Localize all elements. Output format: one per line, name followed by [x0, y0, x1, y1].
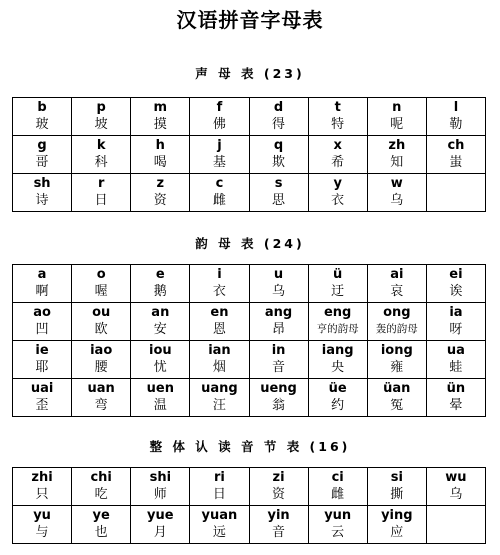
pinyin-cell — [190, 303, 249, 341]
pinyin-label: e — [155, 267, 165, 282]
pinyin-cell — [308, 468, 367, 506]
pinyin-cell — [13, 506, 72, 544]
pinyin-label: ou — [92, 305, 111, 320]
pinyin-label: iang — [321, 343, 354, 358]
example-character: 烟 — [212, 360, 226, 375]
table-row — [13, 136, 486, 174]
example-character: 亨的韵母 — [316, 323, 359, 335]
example-character: 乌 — [272, 284, 286, 299]
pinyin-label: f — [216, 100, 223, 115]
pinyin-cell — [190, 265, 249, 303]
example-character: 坡 — [94, 117, 108, 132]
pinyin-label: yun — [324, 508, 352, 523]
pinyin-cell — [249, 303, 308, 341]
pinyin-label: l — [453, 100, 459, 115]
example-character: 日 — [212, 487, 226, 502]
section-heading-initials: 声 母 表 (23) — [195, 66, 305, 81]
example-character: 央 — [331, 360, 345, 375]
pinyin-cell — [72, 98, 131, 136]
example-character: 诗 — [35, 193, 49, 208]
example-character: 只 — [35, 487, 49, 502]
pinyin-label: p — [96, 100, 106, 115]
pinyin-cell — [249, 136, 308, 174]
example-character: 云 — [331, 525, 345, 540]
example-character: 音 — [272, 525, 286, 540]
pinyin-label: ai — [390, 267, 404, 282]
pinyin-label: üan — [383, 381, 411, 396]
pinyin-label: zh — [388, 138, 406, 153]
table-row — [13, 379, 486, 417]
pinyin-label: in — [271, 343, 286, 358]
pinyin-label: a — [37, 267, 47, 282]
pinyin-cell — [190, 379, 249, 417]
pinyin-label: ei — [449, 267, 463, 282]
pinyin-cell — [72, 303, 131, 341]
pinyin-cell — [72, 468, 131, 506]
pinyin-label: ü — [333, 267, 343, 282]
pinyin-label: üe — [328, 381, 347, 396]
pinyin-label: y — [333, 176, 342, 191]
pinyin-cell — [72, 341, 131, 379]
pinyin-cell — [13, 341, 72, 379]
pinyin-cell — [367, 136, 426, 174]
example-character: 也 — [94, 525, 108, 540]
pinyin-label: wu — [445, 470, 467, 485]
pinyin-cell — [367, 265, 426, 303]
pinyin-cell — [249, 174, 308, 212]
pinyin-cell — [367, 341, 426, 379]
pinyin-label: ci — [331, 470, 344, 485]
pinyin-cell — [13, 303, 72, 341]
pinyin-label: sh — [33, 176, 51, 191]
pinyin-cell — [367, 303, 426, 341]
pinyin-label: k — [96, 138, 106, 153]
pinyin-label: ri — [214, 470, 225, 485]
pinyin-label: uai — [30, 381, 54, 396]
table-row — [13, 265, 486, 303]
pinyin-label: ün — [446, 381, 466, 396]
pinyin-label: uen — [146, 381, 174, 396]
example-character: 迂 — [331, 284, 345, 299]
example-character: 温 — [153, 398, 167, 413]
pinyin-cell — [426, 341, 485, 379]
pinyin-cell — [426, 98, 485, 136]
initials-table — [12, 97, 486, 212]
pinyin-cell — [249, 468, 308, 506]
example-character: 冤 — [390, 398, 404, 413]
pinyin-label: eng — [323, 305, 352, 320]
pinyin-cell — [13, 265, 72, 303]
pinyin-cell — [367, 174, 426, 212]
pinyin-cell — [131, 98, 190, 136]
pinyin-label: chi — [90, 470, 112, 485]
pinyin-cell — [367, 98, 426, 136]
pinyin-cell — [72, 506, 131, 544]
pinyin-label: uang — [201, 381, 238, 396]
pinyin-label: yuan — [201, 508, 238, 523]
example-character: 资 — [153, 193, 167, 208]
pinyin-cell — [426, 468, 485, 506]
example-character: 日 — [94, 193, 108, 208]
pinyin-label: q — [273, 138, 284, 153]
pinyin-cell — [308, 265, 367, 303]
pinyin-cell — [190, 174, 249, 212]
pinyin-cell — [190, 506, 249, 544]
page-title: 汉语拼音字母表 — [176, 8, 324, 32]
pinyin-cell — [426, 136, 485, 174]
example-character: 撕 — [390, 487, 404, 502]
example-character: 吃 — [94, 487, 108, 502]
pinyin-label: c — [215, 176, 224, 191]
pinyin-label: en — [210, 305, 229, 320]
pinyin-cell — [131, 265, 190, 303]
pinyin-label: iong — [380, 343, 413, 358]
pinyin-cell — [308, 506, 367, 544]
pinyin-cell — [308, 136, 367, 174]
section-heading-whole-syllables: 整 体 认 读 音 节 表 (16) — [149, 439, 351, 454]
example-character: 呢 — [390, 117, 404, 132]
pinyin-label: z — [156, 176, 165, 191]
pinyin-cell — [249, 265, 308, 303]
pinyin-label: x — [333, 138, 342, 153]
pinyin-cell — [249, 506, 308, 544]
pinyin-label: t — [334, 100, 341, 115]
pinyin-cell — [426, 174, 485, 212]
pinyin-cell — [131, 468, 190, 506]
pinyin-label: yu — [33, 508, 51, 523]
pinyin-cell — [13, 98, 72, 136]
example-character: 摸 — [153, 117, 167, 132]
example-character: 喝 — [153, 155, 167, 170]
pinyin-label: u — [273, 267, 284, 282]
pinyin-label: n — [392, 100, 402, 115]
pinyin-cell — [308, 341, 367, 379]
example-character: 应 — [390, 525, 404, 540]
pinyin-label: ang — [264, 305, 293, 320]
example-character: 雌 — [331, 487, 345, 502]
pinyin-cell — [308, 303, 367, 341]
pinyin-cell — [72, 136, 131, 174]
pinyin-cell — [13, 174, 72, 212]
finals-table — [12, 264, 486, 417]
example-character: 约 — [331, 398, 345, 413]
pinyin-label: iao — [90, 343, 113, 358]
pinyin-cell — [426, 379, 485, 417]
pinyin-label: i — [217, 267, 222, 282]
table-row — [13, 341, 486, 379]
pinyin-cell — [131, 341, 190, 379]
example-character: 师 — [153, 487, 167, 502]
pinyin-cell — [190, 136, 249, 174]
example-character: 昂 — [272, 322, 286, 337]
table-row — [13, 468, 486, 506]
pinyin-cell — [308, 98, 367, 136]
pinyin-label: r — [97, 176, 105, 191]
pinyin-label: iou — [148, 343, 172, 358]
example-character: 衣 — [331, 193, 345, 208]
example-character: 忧 — [153, 360, 167, 375]
example-character: 耶 — [35, 360, 49, 375]
pinyin-label: m — [153, 100, 168, 115]
pinyin-cell — [190, 341, 249, 379]
example-character: 弯 — [94, 398, 108, 413]
pinyin-cell — [72, 379, 131, 417]
pinyin-cell — [13, 136, 72, 174]
example-character: 远 — [212, 525, 226, 540]
pinyin-cell — [367, 379, 426, 417]
whole-syllables-table — [12, 467, 486, 544]
pinyin-cell — [426, 265, 485, 303]
pinyin-cell — [426, 506, 485, 544]
example-character: 腰 — [94, 360, 108, 375]
example-character: 欧 — [94, 322, 108, 337]
table-row — [13, 303, 486, 341]
example-character: 汪 — [212, 398, 226, 413]
pinyin-label: an — [151, 305, 170, 320]
example-character: 月 — [153, 525, 167, 540]
pinyin-label: w — [390, 176, 403, 191]
example-character: 音 — [272, 360, 286, 375]
pinyin-label: ua — [446, 343, 465, 358]
example-character: 蚩 — [449, 155, 463, 170]
example-character: 哥 — [35, 155, 49, 170]
example-character: 基 — [212, 155, 226, 170]
pinyin-label: ye — [92, 508, 110, 523]
table-row — [13, 174, 486, 212]
example-character: 乌 — [390, 193, 404, 208]
pinyin-label: ao — [33, 305, 51, 320]
example-character: 乌 — [449, 487, 463, 502]
pinyin-label: zi — [272, 470, 285, 485]
pinyin-label: shi — [149, 470, 172, 485]
pinyin-label: yin — [267, 508, 290, 523]
pinyin-cell — [131, 136, 190, 174]
example-character: 蛙 — [449, 360, 463, 375]
pinyin-label: g — [37, 138, 47, 153]
example-character: 知 — [390, 155, 404, 170]
example-character: 喔 — [94, 284, 108, 299]
pinyin-label: uan — [87, 381, 115, 396]
example-character: 翁 — [272, 398, 286, 413]
pinyin-cell — [72, 265, 131, 303]
pinyin-label: s — [274, 176, 283, 191]
pinyin-cell — [13, 468, 72, 506]
example-character: 思 — [272, 193, 286, 208]
pinyin-cell — [131, 303, 190, 341]
example-character: 歪 — [35, 398, 49, 413]
pinyin-cell — [131, 174, 190, 212]
example-character: 与 — [35, 525, 49, 540]
pinyin-label: ie — [35, 343, 49, 358]
pinyin-cell — [367, 506, 426, 544]
example-character: 佛 — [212, 117, 226, 132]
example-character: 安 — [153, 322, 167, 337]
pinyin-label: ying — [381, 508, 413, 523]
pinyin-label: yue — [147, 508, 174, 523]
pinyin-cell — [72, 174, 131, 212]
example-character: 哀 — [390, 284, 404, 299]
pinyin-cell — [426, 303, 485, 341]
pinyin-label: ia — [449, 305, 463, 320]
pinyin-label: ch — [447, 138, 465, 153]
example-character: 呀 — [449, 322, 463, 337]
example-character: 玻 — [35, 117, 49, 132]
pinyin-label: si — [390, 470, 403, 485]
example-character: 晕 — [449, 398, 463, 413]
pinyin-cell — [249, 98, 308, 136]
example-character: 得 — [272, 117, 286, 132]
pinyin-cell — [249, 341, 308, 379]
pinyin-label: o — [96, 267, 106, 282]
example-character: 啊 — [35, 284, 49, 299]
example-character: 轰的韵母 — [375, 323, 418, 335]
example-character: 诶 — [449, 284, 463, 299]
example-character: 勒 — [449, 117, 463, 132]
table-row — [13, 506, 486, 544]
table-row — [13, 98, 486, 136]
pinyin-label: ueng — [260, 381, 297, 396]
pinyin-cell — [308, 174, 367, 212]
example-character: 特 — [331, 117, 345, 132]
example-character: 雌 — [212, 193, 226, 208]
example-character: 雍 — [390, 360, 404, 375]
pinyin-cell — [131, 379, 190, 417]
pinyin-label: j — [217, 138, 222, 153]
section-heading-finals: 韵 母 表 (24) — [195, 236, 305, 251]
example-character: 恩 — [212, 322, 226, 337]
example-character: 凹 — [35, 322, 49, 337]
example-character: 鹅 — [153, 284, 167, 299]
example-character: 资 — [272, 487, 286, 502]
example-character: 希 — [331, 155, 345, 170]
pinyin-cell — [131, 506, 190, 544]
pinyin-cell — [308, 379, 367, 417]
pinyin-cell — [13, 379, 72, 417]
pinyin-cell — [367, 468, 426, 506]
pinyin-label: b — [37, 100, 47, 115]
pinyin-cell — [190, 468, 249, 506]
pinyin-label: ong — [383, 305, 411, 320]
pinyin-label: h — [155, 138, 165, 153]
pinyin-label: d — [273, 100, 284, 115]
pinyin-cell — [249, 379, 308, 417]
pinyin-label: zhi — [31, 470, 53, 485]
pinyin-label: ian — [208, 343, 231, 358]
example-character: 衣 — [212, 284, 226, 299]
example-character: 科 — [94, 155, 108, 170]
example-character: 欺 — [272, 155, 286, 170]
pinyin-cell — [190, 98, 249, 136]
